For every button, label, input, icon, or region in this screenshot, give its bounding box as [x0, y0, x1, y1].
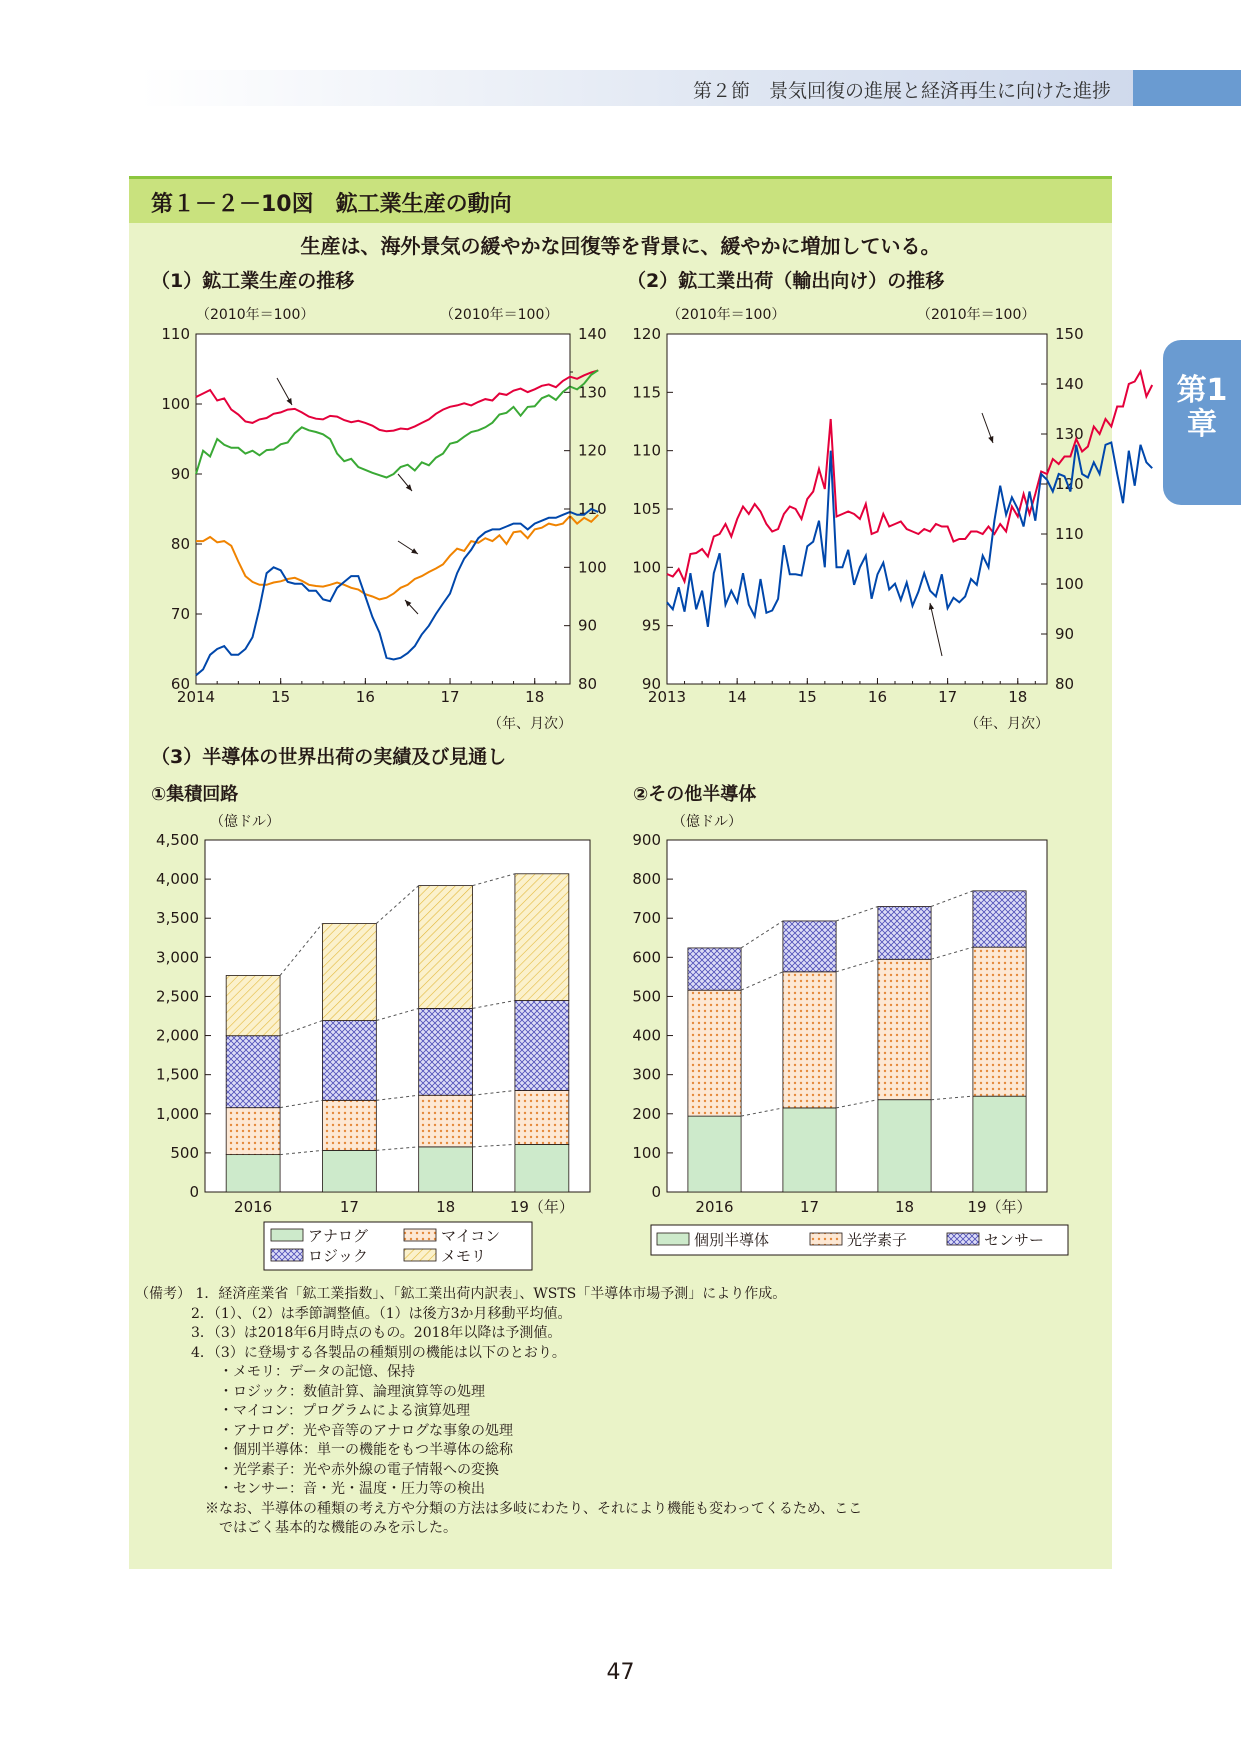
chart2-heading: （2）鉱工業出荷（輸出向け）の推移 [627, 270, 945, 292]
y-tick-label-right: 110 [1055, 525, 1084, 543]
legend-swatch [947, 1233, 979, 1245]
bar-segment [688, 1116, 741, 1192]
note-line: ではごく基本的な機能のみを示した。 [135, 1520, 457, 1536]
x-tick-label: 17 [440, 688, 460, 706]
legend-swatch [657, 1233, 689, 1245]
y-tick-label: 0 [189, 1183, 199, 1201]
bar-segment [783, 1108, 836, 1192]
y-tick-label-right: 120 [578, 441, 607, 460]
y-tick-label: 700 [632, 909, 661, 928]
y-tick-label: 400 [632, 1026, 661, 1045]
y-tick-label-right: 90 [578, 616, 598, 635]
y-tick-label-right: 100 [578, 558, 607, 577]
y-tick-label: 100 [632, 1143, 661, 1162]
note-line: 4．（3）に登場する各製品の種類別の機能は以下のとおり。 [135, 1344, 566, 1361]
note-line: ・光学素子：光や赤外線の電子情報への変換 [135, 1461, 499, 1478]
x-tick-label: 18 [436, 1198, 456, 1216]
y-tick-label-left: 100 [632, 558, 661, 577]
x-tick-label: 16 [867, 688, 888, 706]
chapter-tab-label: 第1章 [1176, 373, 1228, 442]
legend-swatch [810, 1233, 842, 1245]
x-tick-label: 18 [525, 688, 545, 706]
section3-heading: （3）半導体の世界出荷の実績及び見通し [151, 746, 507, 768]
chart2-unit-right: （2010年＝100） [917, 307, 1036, 323]
legend-label: 個別半導体 [694, 1231, 770, 1249]
legend-label: マイコン [441, 1227, 501, 1245]
chart3-unit: （億ドル） [210, 814, 280, 830]
y-tick-label: 0 [651, 1183, 661, 1201]
legend-label: メモリ [441, 1247, 487, 1265]
note-line: 3．（3）は2018年6月時点のもの。2018年以降は予測値。 [135, 1325, 562, 1341]
chart2-xlabel: （年、月次） [965, 716, 1049, 732]
bar-segment [783, 972, 836, 1108]
bar-segment [973, 1096, 1026, 1192]
y-tick-label-right: 120 [1055, 475, 1084, 493]
y-tick-label-right: 110 [578, 500, 607, 518]
y-tick-label: 500 [170, 1143, 199, 1162]
y-tick-label: 4,500 [156, 831, 199, 849]
y-tick-label: 900 [632, 831, 661, 849]
x-tick-label: 17 [799, 1198, 820, 1216]
chart1-heading: （1）鉱工業生産の推移 [151, 270, 355, 292]
section-header: 第２節 景気回復の進展と経済再生に向けた進捗 [692, 80, 1111, 102]
x-tick-label: 16 [355, 688, 375, 706]
x-tick-label: 2016 [234, 1198, 273, 1216]
chart3-heading: ①集積回路 [151, 784, 239, 805]
note-line: ・センサー：音・光・温度・圧力等の検出 [135, 1481, 485, 1497]
y-tick-label: 2,500 [156, 987, 199, 1006]
bar-segment [973, 891, 1026, 947]
x-tick-label: 19（年） [509, 1198, 574, 1216]
y-tick-label: 800 [632, 870, 661, 889]
x-tick-label: 19（年） [967, 1198, 1032, 1216]
page-number: 47 [606, 1660, 635, 1685]
chart4-heading: ②その他半導体 [633, 784, 757, 805]
bar-segment [973, 947, 1026, 1096]
chart1-unit-right: （2010年＝100） [440, 307, 559, 323]
bar-segment [878, 1100, 931, 1192]
y-tick-label-left: 115 [632, 383, 661, 402]
x-tick-label: 17 [938, 688, 958, 706]
y-tick-label-right: 90 [1055, 625, 1075, 643]
y-tick-label-right: 140 [578, 325, 607, 343]
y-tick-label-left: 90 [641, 675, 661, 693]
y-tick-label-right: 100 [1055, 575, 1084, 593]
y-tick-label-right: 80 [1055, 675, 1075, 693]
legend-label: センサー [984, 1231, 1045, 1249]
y-tick-label-left: 110 [632, 441, 661, 460]
legend-label: 光学素子 [847, 1231, 908, 1249]
y-tick-label: 1,000 [156, 1104, 199, 1123]
figure-subtitle: 生産は、海外景気の緩やかな回復等を背景に、緩やかに増加している。 [300, 234, 941, 258]
y-tick-label: 4,000 [156, 870, 199, 889]
y-tick-label: 200 [632, 1104, 661, 1123]
y-tick-label: 1,500 [156, 1065, 199, 1084]
note-line: ・アナログ：光や音等のアナログな事象の処理 [135, 1422, 513, 1439]
y-tick-label: 3,000 [156, 948, 199, 967]
x-tick-label: 2014 [176, 688, 216, 706]
note-line: （備考） 1．経済産業省「鉱工業指数」、「鉱工業出荷内訳表」、WSTS「半導体市場予測」により作成。 [135, 1286, 787, 1302]
y-tick-label: 500 [632, 987, 661, 1006]
x-tick-label: 18 [1008, 688, 1028, 706]
y-tick-label-left: 120 [632, 325, 661, 343]
figure-title: 第１－２－10図 鉱工業生産の動向 [151, 192, 512, 217]
x-tick-label: 15 [271, 688, 291, 706]
y-tick-label: 300 [632, 1065, 661, 1084]
chart1-xlabel: （年、月次） [488, 716, 572, 732]
x-tick-label: 2013 [647, 688, 687, 706]
bar-segment [688, 948, 741, 990]
y-tick-label-left: 95 [641, 616, 661, 635]
y-tick-label: 3,500 [156, 909, 199, 928]
note-line: ・ロジック：数値計算、論理演算等の処理 [135, 1383, 485, 1400]
y-tick-label-right: 80 [578, 675, 598, 693]
note-line: 2．（1）、（2）は季節調整値。（1）は後方3か月移動平均値。 [135, 1305, 572, 1322]
note-line: ・個別半導体：単一の機能をもつ半導体の総称 [135, 1442, 513, 1458]
x-tick-label: 15 [797, 688, 817, 706]
chart2-unit-left: （2010年＝100） [667, 307, 786, 323]
bar-segment [878, 959, 931, 1099]
x-tick-label: 18 [894, 1198, 915, 1216]
y-tick-label: 600 [632, 948, 661, 967]
x-tick-label: 17 [339, 1198, 359, 1216]
x-tick-label: 2016 [695, 1198, 734, 1216]
bar-segment [783, 921, 836, 972]
chart4-unit: （億ドル） [672, 814, 742, 830]
y-tick-label-right: 130 [1055, 425, 1084, 443]
y-tick-label-left: 100 [161, 395, 190, 413]
note-line: ・マイコン：プログラムによる演算処理 [135, 1403, 471, 1419]
y-tick-label-left: 90 [170, 465, 190, 483]
y-tick-label-left: 80 [170, 535, 190, 553]
y-tick-label-right: 150 [1055, 325, 1084, 343]
x-tick-label: 14 [727, 688, 747, 706]
chart1-unit-left: （2010年＝100） [196, 307, 315, 323]
y-tick-label: 2,000 [156, 1026, 199, 1045]
bar-segment [878, 906, 931, 959]
note-line: ※なお、半導体の種類の考え方や分類の方法は多岐にわたり、それにより機能も変わってくるため、ここ [135, 1500, 863, 1517]
legend-label: ロジック [308, 1247, 369, 1265]
y-tick-label-left: 60 [170, 675, 190, 693]
y-tick-label-right: 130 [578, 383, 607, 402]
bar-segment [688, 990, 741, 1116]
y-tick-label-left: 105 [632, 500, 661, 518]
legend-label: アナログ [308, 1227, 369, 1245]
y-tick-label-left: 110 [161, 325, 190, 343]
y-tick-label-right: 140 [1055, 375, 1084, 393]
note-line: ・メモリ：データの記憶、保持 [135, 1364, 415, 1380]
y-tick-label-left: 70 [170, 605, 190, 623]
